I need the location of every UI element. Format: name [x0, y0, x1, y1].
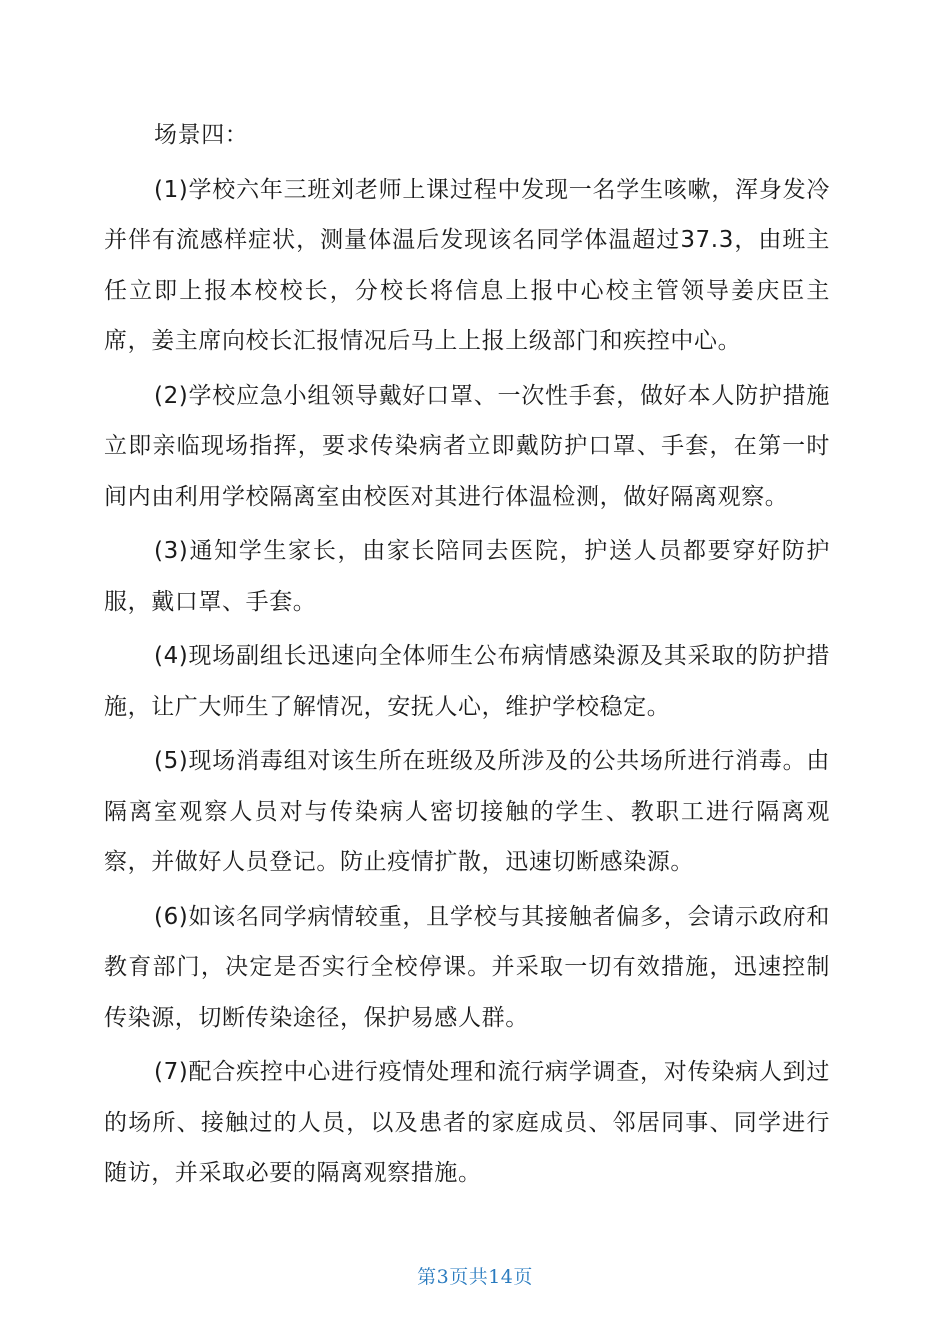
page-number-footer: 第3页共14页: [417, 1266, 533, 1288]
paragraph-4: (4)现场副组长迅速向全体师生公布病情感染源及其采取的防护措施，让广大师生了解情况，安抚人心，维护学校稳定。: [104, 643, 830, 720]
section-heading: 场景四：: [154, 122, 249, 148]
document-body: [104, 110, 830, 1203]
paragraph-3: (3)通知学生家长，由家长陪同去医院，护送人员都要穿好防护服，戴口罩、手套。: [104, 538, 830, 615]
paragraph-5: (5)现场消毒组对该生所在班级及所涉及的公共场所进行消毒。由隔离室观察人员对与传染病人密切接触的学生、教职工进行隔离观察，并做好人员登记。防止疫情扩散，迅速切断感染源。: [104, 748, 830, 875]
paragraph-6: (6)如该名同学病情较重，且学校与其接触者偏多，会请示政府和教育部门，决定是否实行全校停课。并采取一切有效措施，迅速控制传染源，切断传染途径，保护易感人群。: [104, 903, 830, 1031]
paragraph-1: (1)学校六年三班刘老师上课过程中发现一名学生咳嗽，浑身发冷并伴有流感样症状，测量体温后发现该名同学体温超过37.3，由班主任立即上报本校校长，分校长将信息上报中心校主管领导姜庆臣主席，姜主席向校长汇报情况后马上上报上级部门和疾控中心。: [104, 176, 830, 354]
paragraph-2: (2)学校应急小组领导戴好口罩、一次性手套，做好本人防护措施立即亲临现场指挥，要求传染病者立即戴防护口罩、手套，在第一时间内由利用学校隔离室由校医对其进行体温检测，做好隔离观察。: [104, 382, 830, 510]
paragraph-7: (7)配合疾控中心进行疫情处理和流行病学调查，对传染病人到过的场所、接触过的人员，以及患者的家庭成员、邻居同事、同学进行随访，并采取必要的隔离观察措施。: [104, 1059, 830, 1186]
